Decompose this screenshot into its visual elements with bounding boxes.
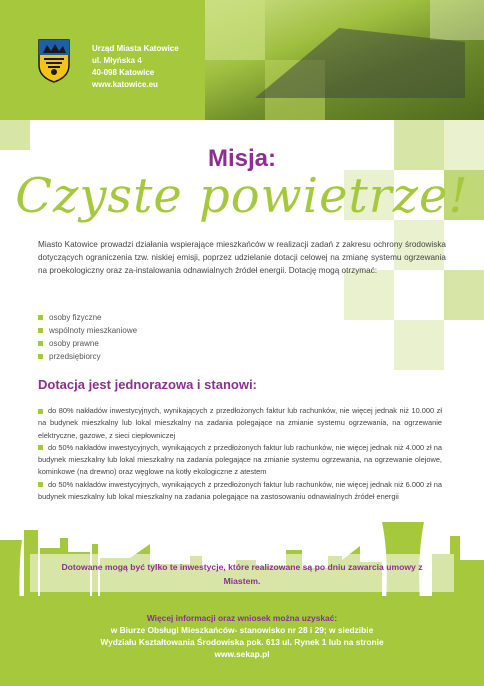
bullet-square-icon	[38, 354, 43, 359]
list-item: wspólnoty mieszkaniowe	[38, 324, 137, 337]
headline: Czyste powietrze!	[15, 168, 469, 224]
footer-website-link[interactable]: www.sekap.pl	[214, 649, 270, 659]
office-street: ul. Młyńska 4	[92, 56, 142, 65]
list-item: do 50% nakładów inwestycyjnych, wynikających z przedłożonych faktur lub rachunków, nie więcej jednak niż 6.000 zł na budynek mieszkalny lub lokal mieszkalny na zadania polegające na zastosowaniu odnawialnych źródeł energii	[38, 479, 442, 502]
grant-heading: Dotacja jest jednorazowa i stanowi:	[38, 377, 257, 392]
intro-paragraph: Miasto Katowice prowadzi działania wspierające mieszkańców w realizacji zadań z zakresu ochrony środowiska dotyczących ograniczenia tzw. niskiej emisji, poprzez udzielanie dotacji celowej na zmianę systemu ogrzewania na proekologiczny oraz za-instalowania odnawialnych źródeł energii. Dotację mogą otrzymać:	[38, 240, 446, 275]
office-website-link[interactable]: www.katowice.eu	[92, 80, 158, 89]
list-item: osoby fizyczne	[38, 311, 137, 324]
bullet-square-icon	[38, 341, 43, 346]
footer-contact	[0, 612, 484, 660]
city-crest-icon	[38, 39, 70, 83]
office-name: Urząd Miasta Katowice	[92, 44, 179, 53]
office-postal: 40-098 Katowice	[92, 68, 155, 77]
bullet-square-icon	[38, 482, 43, 487]
header-band	[0, 0, 484, 120]
eligibility-note: Dotowane mogą być tylko te inwestycje, które realizowane są po dniu zawarcia umowy z Miastem.	[61, 562, 423, 586]
city-office-info	[92, 43, 179, 91]
deco-square	[444, 270, 484, 320]
footer-line-3: Wydziału Kształtowania Środowiska pok. 613 ul. Rynek 1 lub na stronie	[100, 637, 384, 647]
list-item: do 80% nakładów inwestycyjnych, wynikających z przedłożonych faktur lub rachunków, nie więcej jednak niż 10.000 zł na budynek mieszkalny lub lokal mieszkalny na zadania polegające na zmianie systemu ogrzewania, na ogrzewanie elektryczne, gazowe, z sieci ciepłowniczej	[38, 406, 442, 440]
bullet-square-icon	[38, 445, 43, 450]
bullet-square-icon	[38, 409, 43, 414]
photo-overlay-square	[205, 0, 265, 60]
footer-line-1: Więcej informacji oraz wniosek można uzyskać:	[146, 613, 338, 623]
list-item: przedsiębiorcy	[38, 350, 137, 363]
footer-line-2: w Biurze Obsługi Mieszkańców- stanowisko nr 28 i 29; w siedzibie	[110, 625, 374, 635]
grant-list	[38, 405, 442, 503]
bullet-square-icon	[38, 328, 43, 333]
deco-square	[344, 270, 394, 320]
recipients-list	[38, 311, 137, 363]
list-item: do 50% nakładów inwestycyjnych, wynikających z przedłożonych faktur lub rachunków, nie więcej jednak niż 4.000 zł na budynek mieszkalny lub lokal mieszkalny na zadania polegające na zmianie systemu ogrzewania, na ogrzewanie olejowe, kominkowe (na drewno) oraz węglowe na kotły ekologiczne z atestem	[38, 442, 442, 477]
list-item: osoby prawne	[38, 337, 137, 350]
photo-overlay-square	[430, 0, 484, 40]
deco-square	[394, 320, 444, 370]
mission-title: Misja:	[207, 145, 276, 172]
bullet-square-icon	[38, 315, 43, 320]
